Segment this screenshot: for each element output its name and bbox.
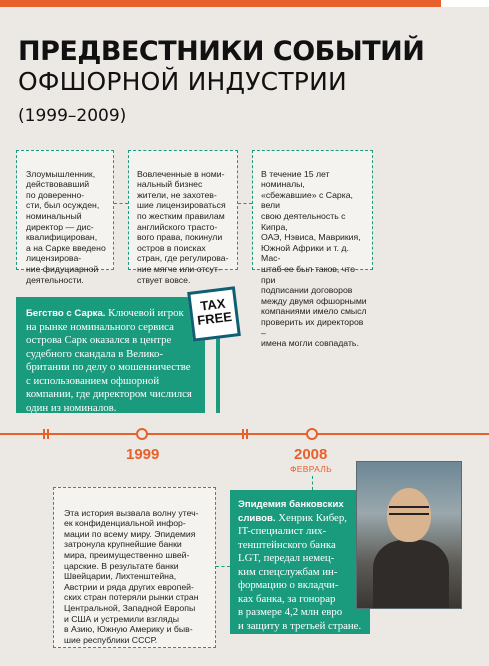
timeline-tick (47, 429, 49, 439)
portrait-glasses (389, 506, 429, 515)
event-text: Хенрик Кибер, IT-специалист лих- тенштейнского банка LGT, передал немец- ким спецслужбам ин- формацию о вкладчи- ках банка, за гонорар в размере 4,2 млн евро и защиту в третьей стране. (238, 511, 362, 632)
connector-line (238, 203, 252, 204)
timeline-marker-2008 (306, 428, 318, 440)
note-text: Вовлеченные в номи- нальный бизнес жители, не захотев- шие лицензироваться по жестким правилам английского трасто- вого права, покинули остров в поисках стран, где регулирова- ние мягче или отсут- ствует вовсе. (137, 168, 229, 285)
top-accent-bar (0, 0, 441, 7)
note-text: В течение 15 лет номиналы, «сбежавшие» с Сарка, вели свою деятельность с Кипра, ОАЭ, Нэвиса, Маврикия, Южной Африки и т. д. Мас- штаб ее был таков, что при подписании договоров между двумя офшорными компаниями имело смысл проверить их директоров – имена могли совпадать. (261, 168, 367, 349)
portrait-head (387, 488, 431, 542)
event-sark-escape (16, 297, 205, 413)
event-bank-leaks (230, 490, 370, 634)
page-subtitle: ОФШОРНОЙ ИНДУСТРИИ (18, 67, 347, 96)
note-text: Злоумышленник, действовавший по доверенно- сти, был осужден, номинальный директор — дис- квалифицирован, а на Сарке введено лицензирова- ние фидуциарной деятельности. (26, 168, 106, 285)
note-consequence-conviction (16, 150, 114, 285)
connector-line (216, 566, 230, 567)
year-label-2008: 2008 (294, 446, 328, 463)
timeline-marker-1999 (136, 428, 148, 440)
connector-line (114, 203, 128, 204)
month-label: ФЕВРАЛЬ (290, 464, 333, 474)
timeline-tick (242, 429, 244, 439)
year-label-1999: 1999 (126, 446, 160, 463)
sign-text-line2: FREE (196, 308, 233, 329)
page-title: ПРЕДВЕСТНИКИ СОБЫТИЙ (18, 36, 425, 67)
connector-line (312, 476, 313, 490)
note-leak-wave (53, 487, 216, 648)
timeline-axis (0, 433, 489, 435)
sign-text-line1: TAX (199, 295, 227, 314)
note-text: Эта история вызвала волну утеч- ек конфиденциальной инфор- мации по всему миру. Эпидемия затронула крупнейшие банки мира, преимущественно швей- царские. В результате банки Швейцарии, Лихтенштейна, Австрии и ряда других европей- ских стран потеряли рынки стран Центральной, Западной Европы и США и устремили взгляды в Азию, Южную Америку и быв- шие республики СССР. (64, 507, 199, 645)
timeline-tick (43, 429, 45, 439)
event-text: Ключевой игрок на рынке номинального сервиса острова Сарк оказался в центре судебного скандала в Велико- британии по делу о мошенничестве с использованием офшорной компании, где директором числился один из номиналов. (26, 307, 192, 414)
sign-post (216, 338, 220, 413)
portrait-photo (356, 461, 462, 609)
note-nominees-relocated (252, 150, 373, 349)
timeline-tick (246, 429, 248, 439)
period-label: (1999–2009) (18, 106, 127, 126)
portrait-body (373, 540, 449, 609)
event-title: Эпидемия банковских сливов. (238, 499, 344, 524)
event-title: Бегство с Сарка. (26, 308, 106, 319)
note-residents-left (128, 150, 238, 285)
tax-free-sign (187, 286, 241, 341)
